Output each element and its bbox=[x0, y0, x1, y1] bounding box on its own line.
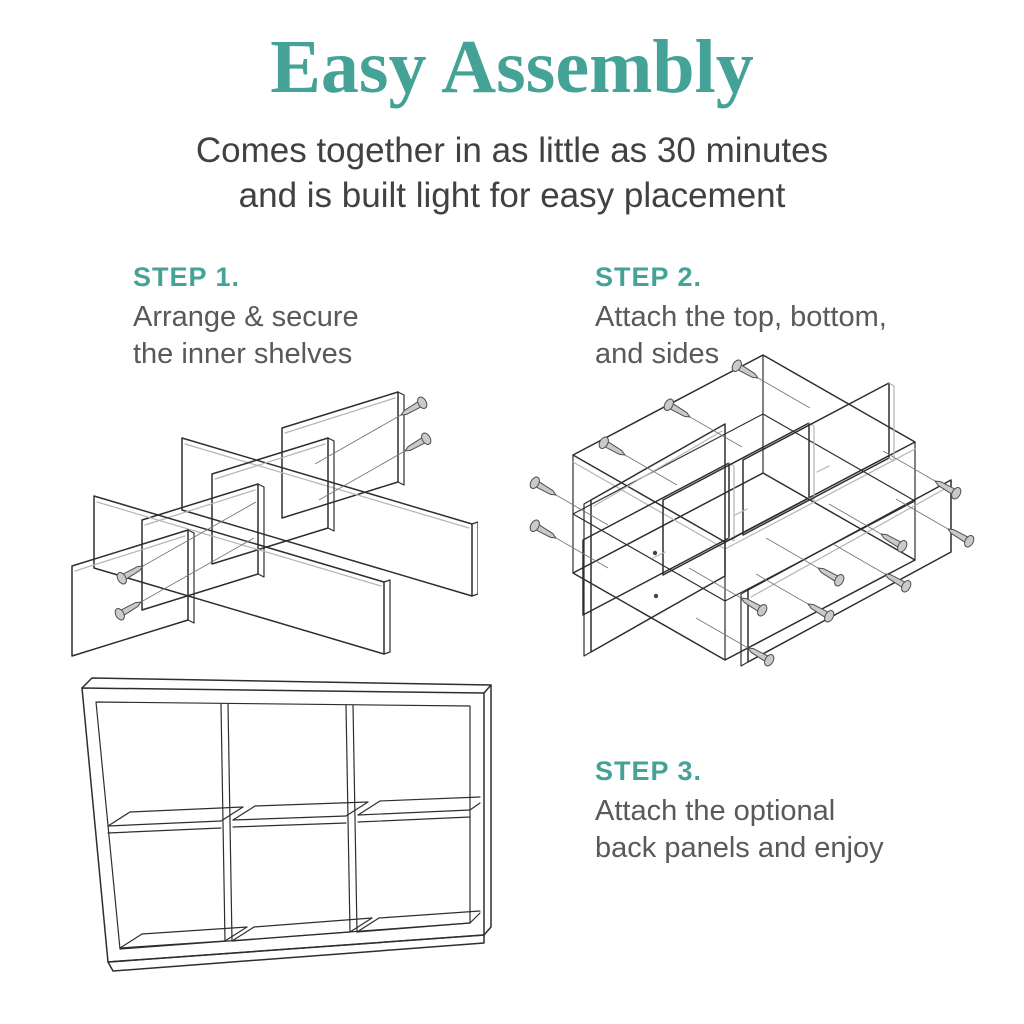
screw-icon bbox=[805, 599, 836, 624]
step-3-description: Attach the optional back panels and enjoy bbox=[595, 795, 884, 864]
middle-shelf bbox=[573, 414, 915, 601]
side-panel-with-holes bbox=[584, 424, 725, 656]
screw-icon bbox=[113, 597, 144, 622]
step-2-label: STEP 2. bbox=[595, 262, 703, 292]
subtitle-line-2: and is built light for easy placement bbox=[238, 176, 786, 215]
step-2-description: Attach the top, bottom, and sides bbox=[595, 301, 887, 370]
step-1-label: STEP 1. bbox=[133, 262, 241, 292]
screw-icon bbox=[597, 435, 628, 460]
screw-icon bbox=[528, 475, 559, 500]
screw-icon bbox=[402, 431, 433, 456]
subtitle-line-1: Comes together in as little as 30 minutes bbox=[195, 131, 829, 170]
screw-icon bbox=[662, 397, 693, 422]
step-1-description: Arrange & secure the inner shelves bbox=[133, 301, 359, 370]
screw-icon bbox=[882, 569, 913, 594]
box-frame bbox=[573, 355, 915, 660]
step-3-block bbox=[595, 756, 884, 867]
shelf-panels bbox=[72, 392, 478, 656]
front-panel bbox=[741, 480, 951, 666]
step-3-label: STEP 3. bbox=[595, 756, 703, 786]
screw-icon bbox=[945, 524, 976, 549]
step-1-diagram-exploded-inner-shelves bbox=[58, 376, 478, 666]
screw-icon bbox=[528, 518, 559, 543]
step-2-diagram-exploded-outer-panels bbox=[503, 350, 998, 710]
cube-floors bbox=[120, 911, 480, 948]
assembled-organizer-diagram bbox=[50, 666, 535, 1006]
middle-shelves bbox=[108, 797, 480, 833]
page-subtitle bbox=[0, 128, 1024, 218]
step-1-block bbox=[133, 262, 359, 373]
inner-divider-panels bbox=[583, 383, 894, 615]
screw-icon bbox=[398, 395, 429, 420]
screw-icon bbox=[730, 358, 761, 383]
screw-icon bbox=[815, 563, 846, 588]
page-title: Easy Assembly bbox=[270, 25, 754, 109]
vertical-dividers bbox=[221, 704, 357, 941]
